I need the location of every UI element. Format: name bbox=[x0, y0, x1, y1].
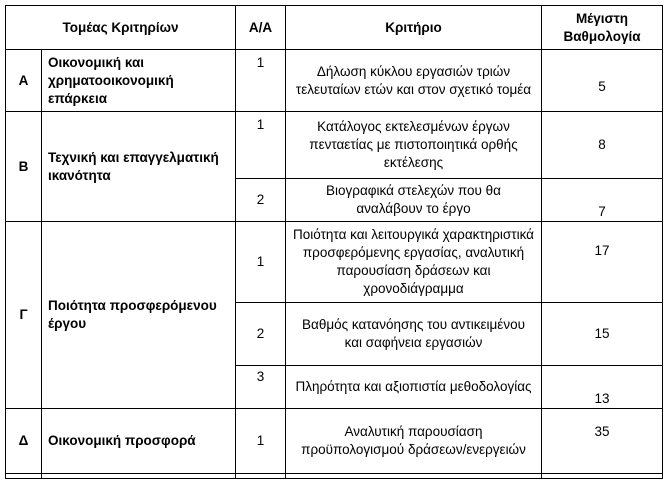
sector-name-d: Οικονομική προσφορά bbox=[42, 409, 236, 474]
aa-cell: 1 bbox=[236, 409, 286, 474]
criterion-cell: Κατάλογος εκτελεσμένων έργων πενταετίας με πιστοποιητικά ορθής εκτέλεσης bbox=[286, 112, 542, 179]
criteria-table bbox=[5, 5, 663, 479]
spacer-cell bbox=[42, 474, 236, 479]
criterion-cell: Πληρότητα και αξιοπιστία μεθοδολογίας bbox=[286, 366, 542, 409]
score-cell: 15 bbox=[542, 303, 663, 366]
header-sector: Τομέας Κριτηρίων bbox=[6, 6, 236, 50]
score-cell: 17 bbox=[542, 222, 663, 303]
spacer-cell bbox=[6, 474, 42, 479]
header-max-score-line2: Βαθμολογία bbox=[563, 28, 641, 44]
sector-letter-a: Α bbox=[6, 50, 42, 112]
table-row bbox=[6, 112, 663, 179]
spacer-cell bbox=[286, 474, 542, 479]
sector-name-b: Τεχνική και επαγγελματική ικανότητα bbox=[42, 112, 236, 222]
header-aa: Α/Α bbox=[236, 6, 286, 50]
aa-cell: 1 bbox=[236, 222, 286, 303]
criterion-cell: Δήλωση κύκλου εργασιών τριών τελευταίων ετών και στον σχετικό τομέα bbox=[286, 50, 542, 112]
sector-letter-g: Γ bbox=[6, 222, 42, 409]
aa-cell: 2 bbox=[236, 179, 286, 222]
criterion-cell: Βαθμός κατανόησης του αντικειμένου και σαφήνεια εργασιών bbox=[286, 303, 542, 366]
table-row bbox=[6, 222, 663, 303]
aa-cell: 1 bbox=[236, 112, 286, 179]
header-max-score-line1: Μέγιστη bbox=[575, 10, 629, 26]
sector-letter-d: Δ bbox=[6, 409, 42, 474]
table-row bbox=[6, 50, 663, 112]
sector-name-a: Οικονομική και χρηματοοικονομική επάρκεια bbox=[42, 50, 236, 112]
header-row bbox=[6, 6, 663, 50]
sector-name-g: Ποιότητα προσφερόμενου έργου bbox=[42, 222, 236, 409]
criterion-cell: Βιογραφικά στελεχών που θα αναλάβουν το έργο bbox=[286, 179, 542, 222]
score-cell: 13 bbox=[542, 366, 663, 409]
table-row-spacer bbox=[6, 474, 663, 479]
score-cell: 8 bbox=[542, 112, 663, 179]
header-max-score bbox=[542, 6, 663, 50]
spacer-cell bbox=[542, 474, 663, 479]
aa-cell: 2 bbox=[236, 303, 286, 366]
table-row bbox=[6, 409, 663, 474]
criterion-cell: Αναλυτική παρουσίαση προϋπολογισμού δράσεων/ενεργειών bbox=[286, 409, 542, 474]
score-cell: 5 bbox=[542, 50, 663, 112]
header-criterion: Κριτήριο bbox=[286, 6, 542, 50]
aa-cell: 3 bbox=[236, 366, 286, 409]
sector-letter-b: Β bbox=[6, 112, 42, 222]
spacer-cell bbox=[236, 474, 286, 479]
score-cell: 35 bbox=[542, 409, 663, 474]
aa-cell: 1 bbox=[236, 50, 286, 112]
score-cell: 7 bbox=[542, 179, 663, 222]
criterion-cell: Ποιότητα και λειτουργικά χαρακτηριστικά προσφερόμενης εργασίας, αναλυτική παρουσίαση δράσεων και χρονοδιάγραμμα bbox=[286, 222, 542, 303]
